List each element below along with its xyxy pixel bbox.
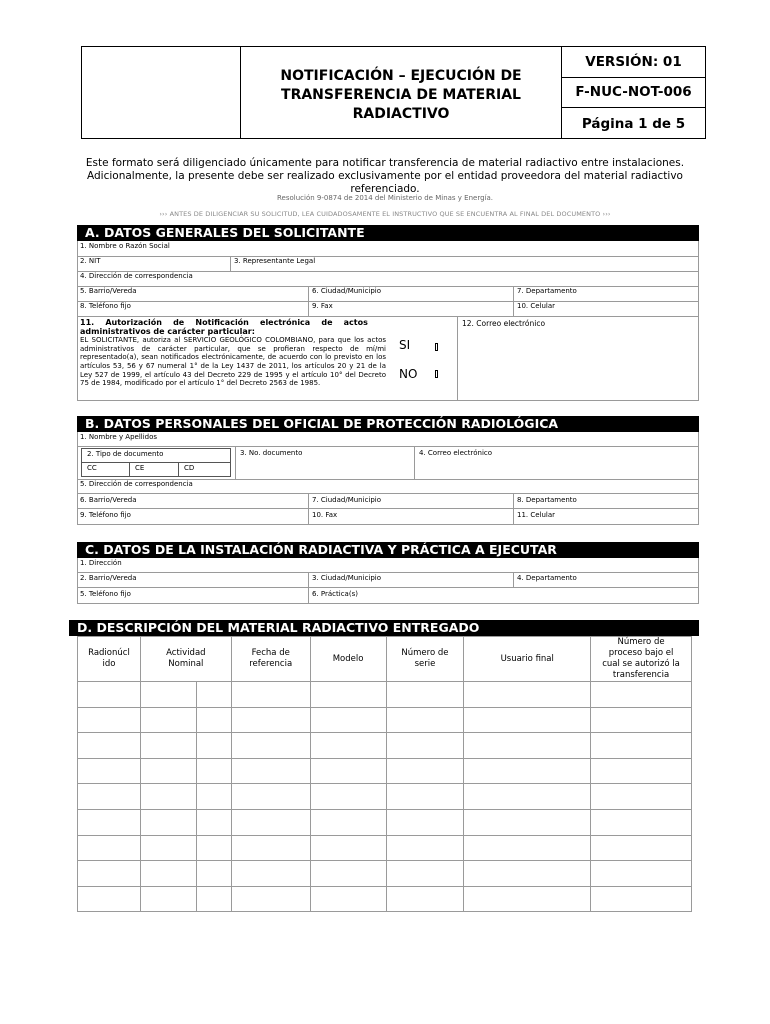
section-c-row-2[interactable] bbox=[77, 572, 699, 588]
field-label-department: 7. Departamento bbox=[517, 287, 577, 295]
table-cell[interactable] bbox=[231, 861, 310, 887]
no-checkbox[interactable] bbox=[435, 370, 438, 378]
authorization-title: 11. Autorización de Notificación electrónica de actos bbox=[80, 318, 368, 327]
document-type-box bbox=[81, 448, 231, 477]
option-no-label: NO bbox=[399, 367, 418, 381]
table-cell[interactable] bbox=[78, 707, 141, 733]
table-cell[interactable] bbox=[196, 758, 231, 784]
section-b-title: B. DATOS PERSONALES DEL OFICIAL DE PROTECCIÓN RADIOLÓGICA bbox=[77, 416, 699, 432]
table-cell[interactable] bbox=[140, 733, 196, 759]
table-cell[interactable] bbox=[310, 835, 386, 861]
table-cell[interactable] bbox=[386, 886, 464, 912]
table-cell[interactable] bbox=[196, 809, 231, 835]
table-cell[interactable] bbox=[591, 861, 692, 887]
field-label-installation-barrio: 2. Barrio/Vereda bbox=[80, 574, 137, 582]
material-table-header bbox=[78, 637, 692, 682]
table-cell[interactable] bbox=[386, 861, 464, 887]
table-cell[interactable] bbox=[464, 733, 591, 759]
version-cell bbox=[561, 46, 706, 78]
authorization-block bbox=[80, 319, 386, 388]
table-cell[interactable] bbox=[78, 835, 141, 861]
field-label-legal-rep: 3. Representante Legal bbox=[234, 257, 316, 265]
table-cell[interactable] bbox=[310, 682, 386, 708]
table-cell[interactable] bbox=[386, 809, 464, 835]
table-cell[interactable] bbox=[310, 886, 386, 912]
material-table bbox=[77, 636, 692, 912]
table-cell[interactable] bbox=[386, 707, 464, 733]
table-cell[interactable] bbox=[140, 886, 196, 912]
table-cell[interactable] bbox=[591, 707, 692, 733]
section-b-row-3[interactable] bbox=[77, 479, 699, 494]
section-a-row-1 bbox=[77, 241, 699, 257]
table-cell[interactable] bbox=[140, 707, 196, 733]
table-cell[interactable] bbox=[464, 758, 591, 784]
section-c-title: C. DATOS DE LA INSTALACIÓN RADIACTIVA Y PRÁCTICA A EJECUTAR bbox=[77, 542, 699, 558]
intro-line: Adicionalmente, la presente debe ser realizado exclusivamente por el entidad proveedora del material radiactivo bbox=[87, 170, 683, 182]
title-line: RADIACTIVO bbox=[352, 106, 450, 122]
title-line: NOTIFICACIÓN – EJECUCIÓN DE bbox=[280, 68, 522, 84]
section-a-row-5[interactable] bbox=[77, 301, 699, 317]
table-cell[interactable] bbox=[196, 733, 231, 759]
table-cell[interactable] bbox=[196, 682, 231, 708]
table-cell[interactable] bbox=[196, 886, 231, 912]
table-cell[interactable] bbox=[310, 784, 386, 810]
table-cell[interactable] bbox=[464, 886, 591, 912]
doc-type-cc-label: CC bbox=[87, 464, 97, 472]
page-cell bbox=[561, 107, 706, 139]
doc-type-ce-label: CE bbox=[135, 464, 145, 472]
table-row bbox=[78, 784, 692, 810]
si-checkbox[interactable] bbox=[435, 343, 438, 351]
field-label-officer-city: 7. Ciudad/Municipio bbox=[312, 496, 382, 504]
table-cell[interactable] bbox=[78, 682, 141, 708]
table-cell[interactable] bbox=[140, 861, 196, 887]
field-label-officer-department: 8. Departamento bbox=[517, 496, 577, 504]
header-logo-cell bbox=[81, 46, 241, 139]
table-cell[interactable] bbox=[231, 758, 310, 784]
field-label-officer-phone: 9. Teléfono fijo bbox=[80, 511, 131, 519]
doc-type-cd-label: CD bbox=[184, 464, 195, 472]
intro-line: Este formato será diligenciado únicamente para notificar transferencia de material radiactivo entre instalaciones. bbox=[85, 157, 685, 169]
field-label-installation-department: 4. Departamento bbox=[517, 574, 577, 582]
section-b-row-2 bbox=[77, 446, 699, 480]
table-cell[interactable] bbox=[310, 861, 386, 887]
option-si-label: SI bbox=[399, 338, 411, 352]
table-cell[interactable] bbox=[78, 758, 141, 784]
col-process-number: Número de proceso bajo el cual se autorizó la transferencia bbox=[591, 637, 692, 682]
section-a-row-3[interactable] bbox=[77, 271, 699, 287]
table-cell[interactable] bbox=[231, 733, 310, 759]
section-a-title: A. DATOS GENERALES DEL SOLICITANTE bbox=[77, 225, 699, 241]
table-cell[interactable] bbox=[386, 682, 464, 708]
authorization-body: EL SOLICITANTE, autoriza al SERVICIO GEOLÓGICO COLOMBIANO, para que los actos administrativos de carácter particular, que se profieran respecto de mí/mi representado(a), sean notificados electrónicamente, de acuerdo con lo previsto en los artículos 53, 56 y 67 numeral 1° de la Ley 1437 de 2011, los artículos 20 y 21 de la Ley 527 de 1999, el artículo 43 del Decreto 229 de 1995 y el artículo 10° del Decreto 75 de 1984, modificado por el artículo 1° del Decreto 2563 de 1985. bbox=[80, 336, 386, 388]
table-cell[interactable] bbox=[464, 835, 591, 861]
field-label-officer-fax: 10. Fax bbox=[312, 511, 338, 519]
table-cell[interactable] bbox=[310, 809, 386, 835]
field-label-city: 6. Ciudad/Municipio bbox=[312, 287, 382, 295]
table-cell[interactable] bbox=[140, 835, 196, 861]
table-cell[interactable] bbox=[386, 733, 464, 759]
table-cell[interactable] bbox=[140, 682, 196, 708]
table-cell[interactable] bbox=[310, 733, 386, 759]
table-cell[interactable] bbox=[78, 886, 141, 912]
doc-type-ce[interactable] bbox=[130, 462, 179, 477]
intro-line: referenciado. bbox=[350, 183, 420, 195]
table-cell[interactable] bbox=[464, 784, 591, 810]
doc-type-cd[interactable] bbox=[179, 462, 230, 477]
table-row bbox=[78, 733, 692, 759]
table-cell[interactable] bbox=[140, 809, 196, 835]
field-label-doc-number: 3. No. documento bbox=[240, 449, 303, 457]
table-cell[interactable] bbox=[78, 733, 141, 759]
table-cell[interactable] bbox=[140, 784, 196, 810]
field-label-officer-barrio: 6. Barrio/Vereda bbox=[80, 496, 137, 504]
table-cell[interactable] bbox=[464, 682, 591, 708]
table-row bbox=[78, 682, 692, 708]
field-label-barrio: 5. Barrio/Vereda bbox=[80, 287, 137, 295]
table-cell[interactable] bbox=[591, 886, 692, 912]
table-cell[interactable] bbox=[196, 707, 231, 733]
table-row bbox=[78, 835, 692, 861]
title-line: TRANSFERENCIA DE MATERIAL bbox=[281, 87, 521, 103]
table-cell[interactable] bbox=[310, 758, 386, 784]
table-cell[interactable] bbox=[140, 758, 196, 784]
table-cell[interactable] bbox=[386, 835, 464, 861]
table-cell[interactable] bbox=[231, 707, 310, 733]
table-cell[interactable] bbox=[464, 861, 591, 887]
table-cell[interactable] bbox=[231, 784, 310, 810]
section-b-row-1[interactable] bbox=[77, 432, 699, 447]
section-c-row-3[interactable] bbox=[77, 587, 699, 604]
table-row bbox=[78, 861, 692, 887]
table-cell[interactable] bbox=[78, 861, 141, 887]
table-cell[interactable] bbox=[591, 758, 692, 784]
section-b-row-5[interactable] bbox=[77, 508, 699, 525]
table-cell[interactable] bbox=[78, 809, 141, 835]
section-a-row-4[interactable] bbox=[77, 286, 699, 302]
authorization-subtitle: administrativos de carácter particular: bbox=[80, 326, 255, 336]
document-title bbox=[241, 67, 561, 124]
table-cell[interactable] bbox=[196, 784, 231, 810]
field-label-fax: 9. Fax bbox=[312, 302, 333, 310]
col-nominal-activity: Actividad Nominal bbox=[140, 637, 231, 682]
field-label-doc-type: 2. Tipo de documento bbox=[87, 450, 164, 458]
col-serial-number: Número de serie bbox=[386, 637, 464, 682]
table-cell[interactable] bbox=[591, 784, 692, 810]
table-cell[interactable] bbox=[231, 835, 310, 861]
code-cell bbox=[561, 77, 706, 108]
field-label-officer-email: 4. Correo electrónico bbox=[419, 449, 493, 457]
table-cell[interactable] bbox=[591, 809, 692, 835]
field-label-email: 12. Correo electrónico bbox=[462, 319, 546, 328]
field-label-mobile: 10. Celular bbox=[517, 302, 556, 310]
section-c-row-1[interactable] bbox=[77, 558, 699, 573]
field-label-officer-name: 1. Nombre y Apellidos bbox=[80, 433, 158, 441]
field-label-installation-city: 3. Ciudad/Municipio bbox=[312, 574, 382, 582]
section-a-row-6 bbox=[77, 316, 699, 401]
field-label-officer-mobile: 11. Celular bbox=[517, 511, 556, 519]
table-cell[interactable] bbox=[196, 861, 231, 887]
table-cell[interactable] bbox=[591, 733, 692, 759]
field-label-address: 4. Dirección de correspondencia bbox=[80, 272, 193, 280]
table-cell[interactable] bbox=[310, 707, 386, 733]
table-cell[interactable] bbox=[231, 886, 310, 912]
section-b-row-4[interactable] bbox=[77, 493, 699, 509]
table-cell[interactable] bbox=[464, 707, 591, 733]
table-cell[interactable] bbox=[78, 784, 141, 810]
field-label-nit: 2. NIT bbox=[80, 257, 101, 265]
table-cell[interactable] bbox=[196, 835, 231, 861]
field-label-installation-address: 1. Dirección bbox=[80, 559, 122, 567]
col-reference-date: Fecha de referencia bbox=[231, 637, 310, 682]
instructions-notice: ››› ANTES DE DILIGENCIAR SU SOLICITUD, LEA CUIDADOSAMENTE EL INSTRUCTIVO QUE SE ENCUENTRA AL FINAL DEL DOCUMENTO ››› bbox=[159, 210, 611, 218]
table-cell[interactable] bbox=[386, 758, 464, 784]
header-title-cell bbox=[240, 46, 562, 139]
table-row bbox=[78, 758, 692, 784]
section-d-title: D. DESCRIPCIÓN DEL MATERIAL RADIACTIVO ENTREGADO bbox=[69, 620, 699, 636]
field-label-name: 1. Nombre o Razón Social bbox=[80, 242, 170, 250]
table-cell[interactable] bbox=[231, 809, 310, 835]
version-label: VERSIÓN: 01 bbox=[585, 54, 682, 70]
intro-text bbox=[60, 157, 710, 196]
field-label-phone: 8. Teléfono fijo bbox=[80, 302, 131, 310]
col-end-user: Usuario final bbox=[464, 637, 591, 682]
table-cell[interactable] bbox=[464, 809, 591, 835]
table-cell[interactable] bbox=[386, 784, 464, 810]
field-label-installation-phone: 5. Teléfono fijo bbox=[80, 590, 131, 598]
table-row bbox=[78, 886, 692, 912]
table-row bbox=[78, 707, 692, 733]
table-cell[interactable] bbox=[231, 682, 310, 708]
table-cell[interactable] bbox=[591, 835, 692, 861]
col-radionuclide: Radionúcl ido bbox=[78, 637, 141, 682]
field-label-officer-address: 5. Dirección de correspondencia bbox=[80, 480, 193, 488]
doc-type-cc[interactable] bbox=[82, 462, 130, 477]
resolution-note: Resolución 9-0874 de 2014 del Ministerio de Minas y Energía. bbox=[276, 194, 493, 202]
col-model: Modelo bbox=[310, 637, 386, 682]
page-number: Página 1 de 5 bbox=[581, 116, 686, 132]
field-label-practice: 6. Práctica(s) bbox=[312, 590, 358, 598]
document-code: F-NUC-NOT-006 bbox=[575, 84, 692, 100]
table-cell[interactable] bbox=[591, 682, 692, 708]
table-row bbox=[78, 809, 692, 835]
section-a-row-2[interactable] bbox=[77, 256, 699, 272]
